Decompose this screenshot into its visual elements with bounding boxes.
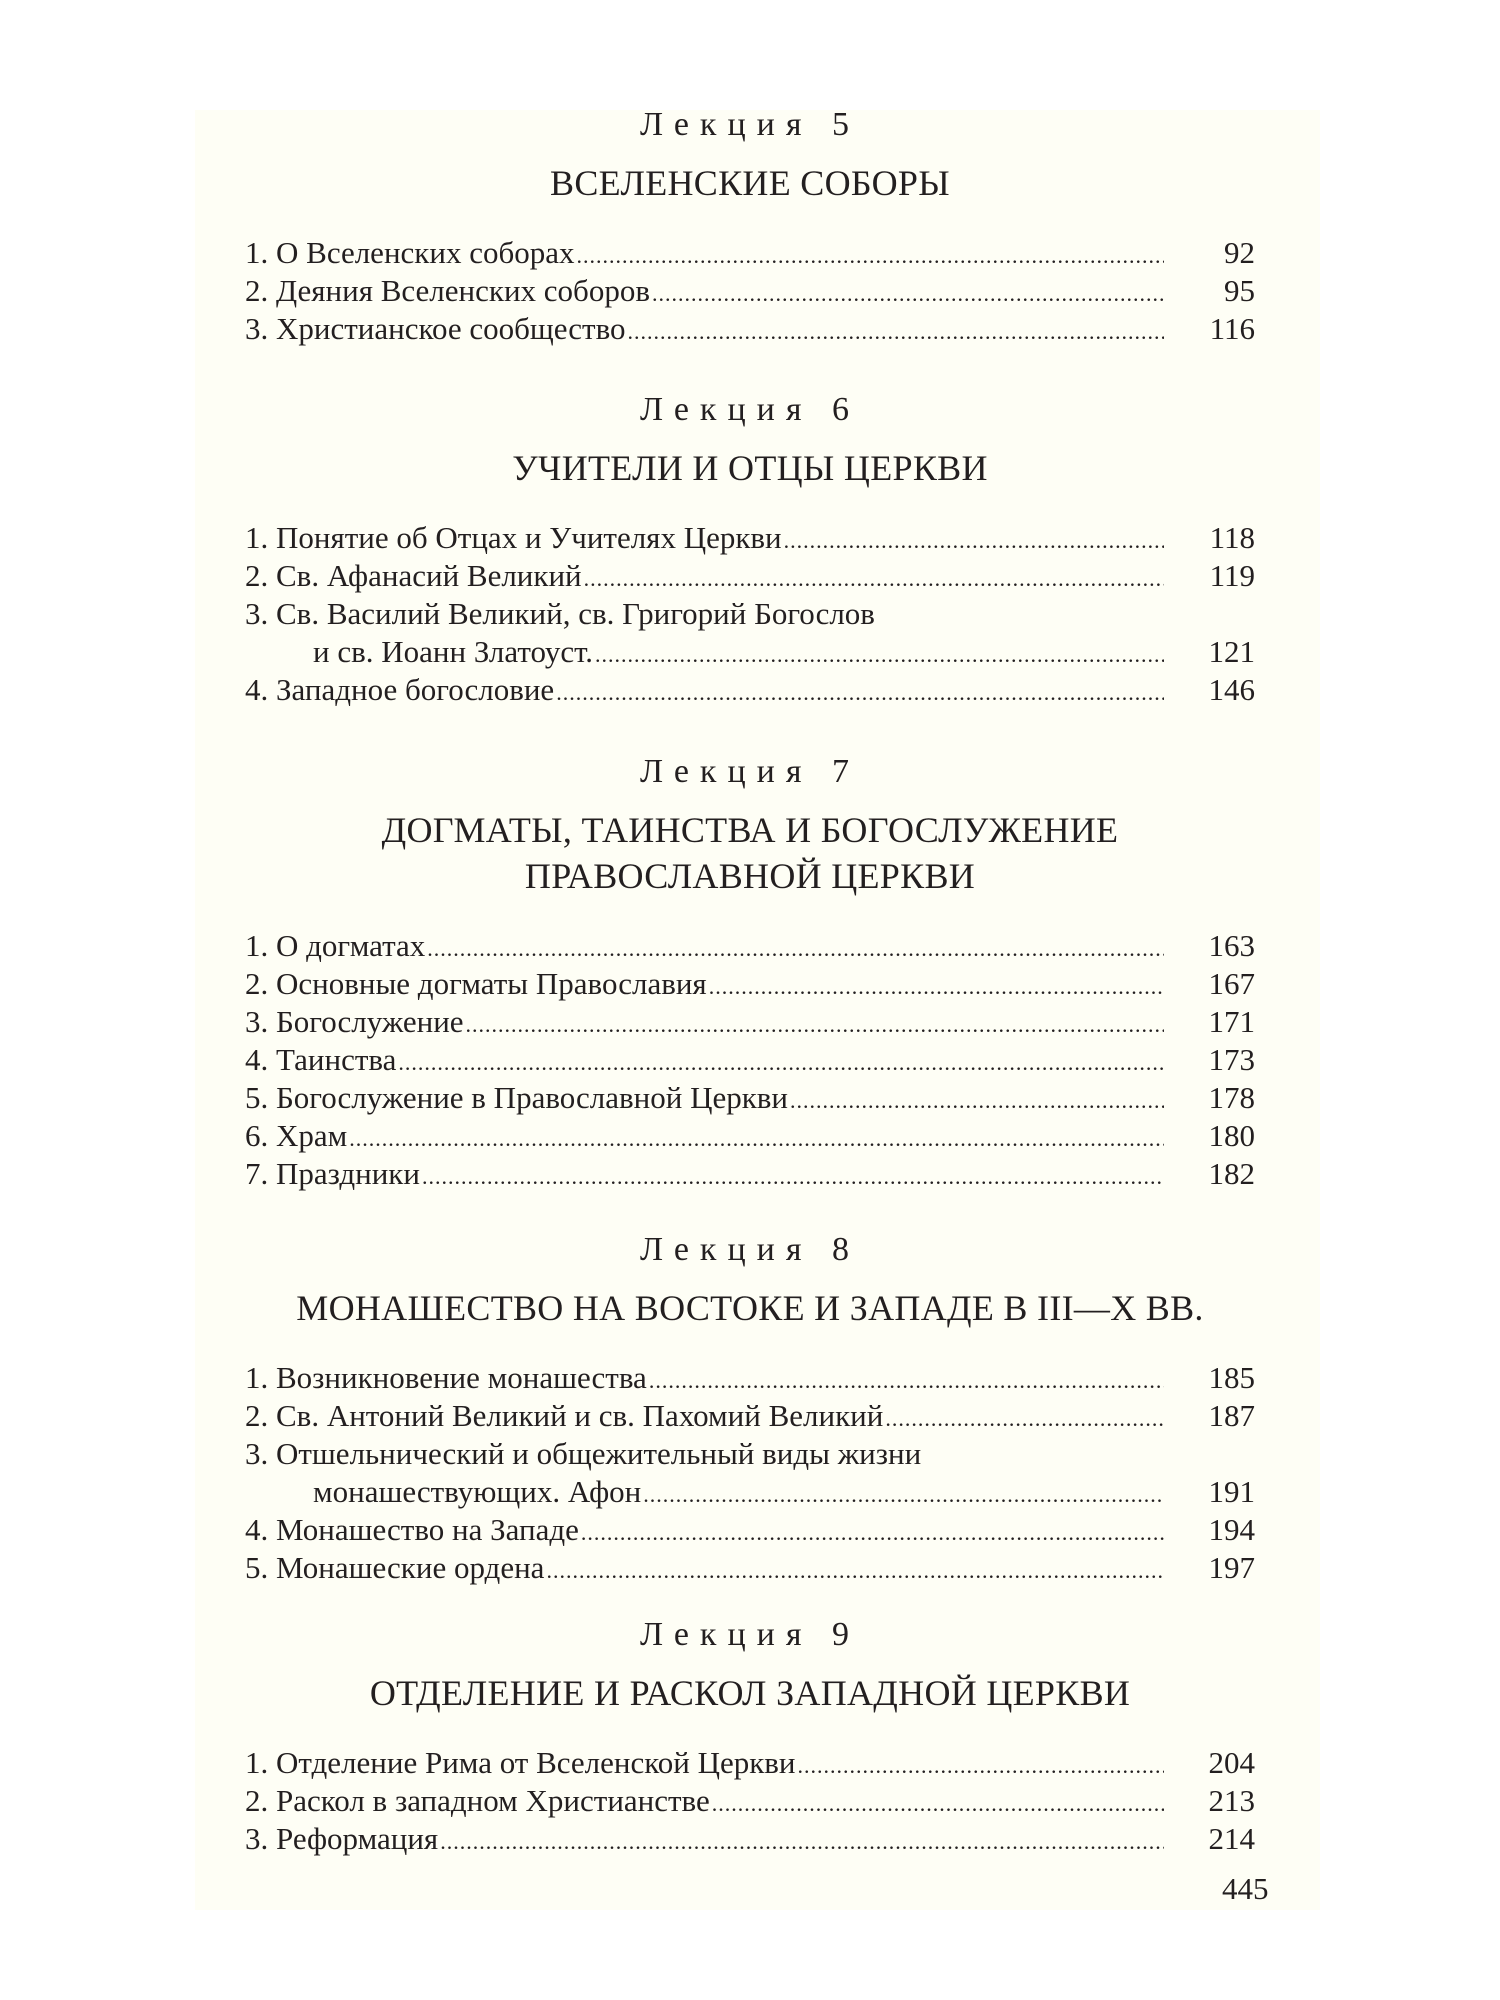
entry-text: 2. Деяния Вселенских соборов bbox=[245, 273, 650, 308]
toc-entry bbox=[245, 519, 1255, 557]
toc-entry bbox=[245, 557, 1255, 595]
entry-text: 2. Основные догматы Православия bbox=[245, 966, 707, 1001]
book-page bbox=[195, 106, 1320, 1910]
entry-text: 3. Св. Василий Великий, св. Григорий Богослов bbox=[245, 596, 875, 631]
entry-text: 4. Таинства bbox=[245, 1042, 397, 1077]
lecture-section bbox=[245, 755, 1255, 1213]
entry-text: 3. Отшельнический и общежительный виды жизни bbox=[245, 1436, 922, 1471]
toc-entry bbox=[245, 1117, 1255, 1155]
entry-text: 5. Богослужение в Православной Церкви bbox=[245, 1080, 789, 1115]
lecture-heading: Лекция 7 bbox=[640, 753, 860, 790]
entry-page: 204 bbox=[1208, 1745, 1255, 1780]
entry-text: 6. Храм bbox=[245, 1118, 348, 1153]
entry-text: 1. О догматах bbox=[245, 928, 426, 963]
lecture-section bbox=[245, 106, 1255, 368]
lecture-title-line: ПРАВОСЛАВНОЙ ЦЕРКВИ bbox=[524, 856, 976, 896]
lecture-title: МОНАШЕСТВО НА ВОСТОКЕ И ЗАПАДЕ В III—X ВВ. bbox=[296, 1288, 1204, 1328]
entry-text: 7. Праздники bbox=[245, 1156, 420, 1191]
entry-text: и св. Иоанн Златоуст. bbox=[313, 634, 594, 669]
entry-page: 92 bbox=[1224, 235, 1255, 270]
entry-page: 121 bbox=[1208, 634, 1255, 669]
entry-text: 2. Св. Антоний Великий и св. Пахомий Великий bbox=[245, 1398, 884, 1433]
entry-text: 2. Св. Афанасий Великий bbox=[245, 558, 582, 593]
page-number: 445 bbox=[1222, 1871, 1269, 1906]
toc-entry bbox=[245, 1079, 1255, 1117]
entry-page: 178 bbox=[1208, 1080, 1255, 1115]
lecture-section bbox=[245, 1618, 1255, 1878]
entry-page: 187 bbox=[1208, 1398, 1255, 1433]
toc-entry bbox=[245, 1155, 1255, 1193]
entry-text: 2. Раскол в западном Христианстве bbox=[245, 1783, 710, 1818]
toc-entry bbox=[245, 1435, 1255, 1473]
lecture-section bbox=[245, 1233, 1255, 1607]
toc-entry bbox=[245, 1359, 1255, 1397]
entry-page: 116 bbox=[1209, 311, 1255, 346]
toc-entry bbox=[245, 1549, 1255, 1587]
entry-page: 213 bbox=[1208, 1783, 1255, 1818]
entry-text: монашествующих. Афон bbox=[313, 1474, 642, 1509]
toc-entry bbox=[245, 310, 1255, 348]
toc-entry bbox=[245, 1782, 1255, 1820]
lecture-heading: Лекция 9 bbox=[640, 1616, 860, 1653]
entry-text: 1. О Вселенских соборах bbox=[245, 235, 575, 270]
toc-entry bbox=[245, 234, 1255, 272]
entry-text: 5. Монашеские ордена bbox=[245, 1550, 545, 1585]
entry-page: 180 bbox=[1208, 1118, 1255, 1153]
entry-text: 4. Западное богословие bbox=[245, 672, 555, 707]
entry-page: 167 bbox=[1208, 966, 1255, 1001]
entry-page: 173 bbox=[1208, 1042, 1255, 1077]
lecture-heading: Лекция 5 bbox=[640, 106, 860, 143]
entry-page: 118 bbox=[1209, 520, 1255, 555]
entry-text: 1. Возникновение монашества bbox=[245, 1360, 647, 1395]
entry-page: 119 bbox=[1209, 558, 1255, 593]
entry-page: 194 bbox=[1208, 1512, 1255, 1547]
entry-page: 163 bbox=[1208, 928, 1255, 963]
entry-page: 146 bbox=[1208, 672, 1255, 707]
lecture-title: ОТДЕЛЕНИЕ И РАСКОЛ ЗАПАДНОЙ ЦЕРКВИ bbox=[369, 1673, 1131, 1713]
toc-entry bbox=[245, 595, 1255, 633]
toc-entry-continuation bbox=[245, 633, 1255, 671]
entry-page: 197 bbox=[1208, 1550, 1255, 1585]
entry-page: 185 bbox=[1208, 1360, 1255, 1395]
lecture-heading: Лекция 6 bbox=[640, 391, 860, 428]
entry-text: 3. Богослужение bbox=[245, 1004, 464, 1039]
entry-page: 214 bbox=[1208, 1821, 1255, 1856]
lecture-heading: Лекция 8 bbox=[640, 1231, 860, 1268]
entry-page: 182 bbox=[1208, 1156, 1255, 1191]
toc-entry bbox=[245, 1511, 1255, 1549]
entry-page: 95 bbox=[1224, 273, 1255, 308]
toc-entry bbox=[245, 1397, 1255, 1435]
entry-text: 1. Понятие об Отцах и Учителях Церкви bbox=[245, 520, 782, 555]
toc-entry bbox=[245, 272, 1255, 310]
entry-text: 3. Реформация bbox=[245, 1821, 439, 1856]
toc-entry bbox=[245, 671, 1255, 709]
toc-entry-continuation bbox=[245, 1473, 1255, 1511]
toc-entry bbox=[245, 965, 1255, 1003]
lecture-title-line: ДОГМАТЫ, ТАИНСТВА И БОГОСЛУЖЕНИЕ bbox=[381, 810, 1119, 850]
lecture-section bbox=[245, 393, 1255, 729]
entry-text: 1. Отделение Рима от Вселенской Церкви bbox=[245, 1745, 796, 1780]
toc-entry bbox=[245, 1744, 1255, 1782]
toc-entry bbox=[245, 927, 1255, 965]
toc-entry bbox=[245, 1003, 1255, 1041]
lecture-title bbox=[245, 807, 1255, 899]
lecture-title: ВСЕЛЕНСКИЕ СОБОРЫ bbox=[550, 163, 950, 203]
entry-text: 4. Монашество на Западе bbox=[245, 1512, 579, 1547]
toc-entry bbox=[245, 1041, 1255, 1079]
entry-page: 171 bbox=[1208, 1004, 1255, 1039]
entry-page: 191 bbox=[1208, 1474, 1255, 1509]
entry-text: 3. Христианское сообщество bbox=[245, 311, 626, 346]
lecture-title: УЧИТЕЛИ И ОТЦЫ ЦЕРКВИ bbox=[512, 448, 988, 488]
toc-entry bbox=[245, 1820, 1255, 1858]
